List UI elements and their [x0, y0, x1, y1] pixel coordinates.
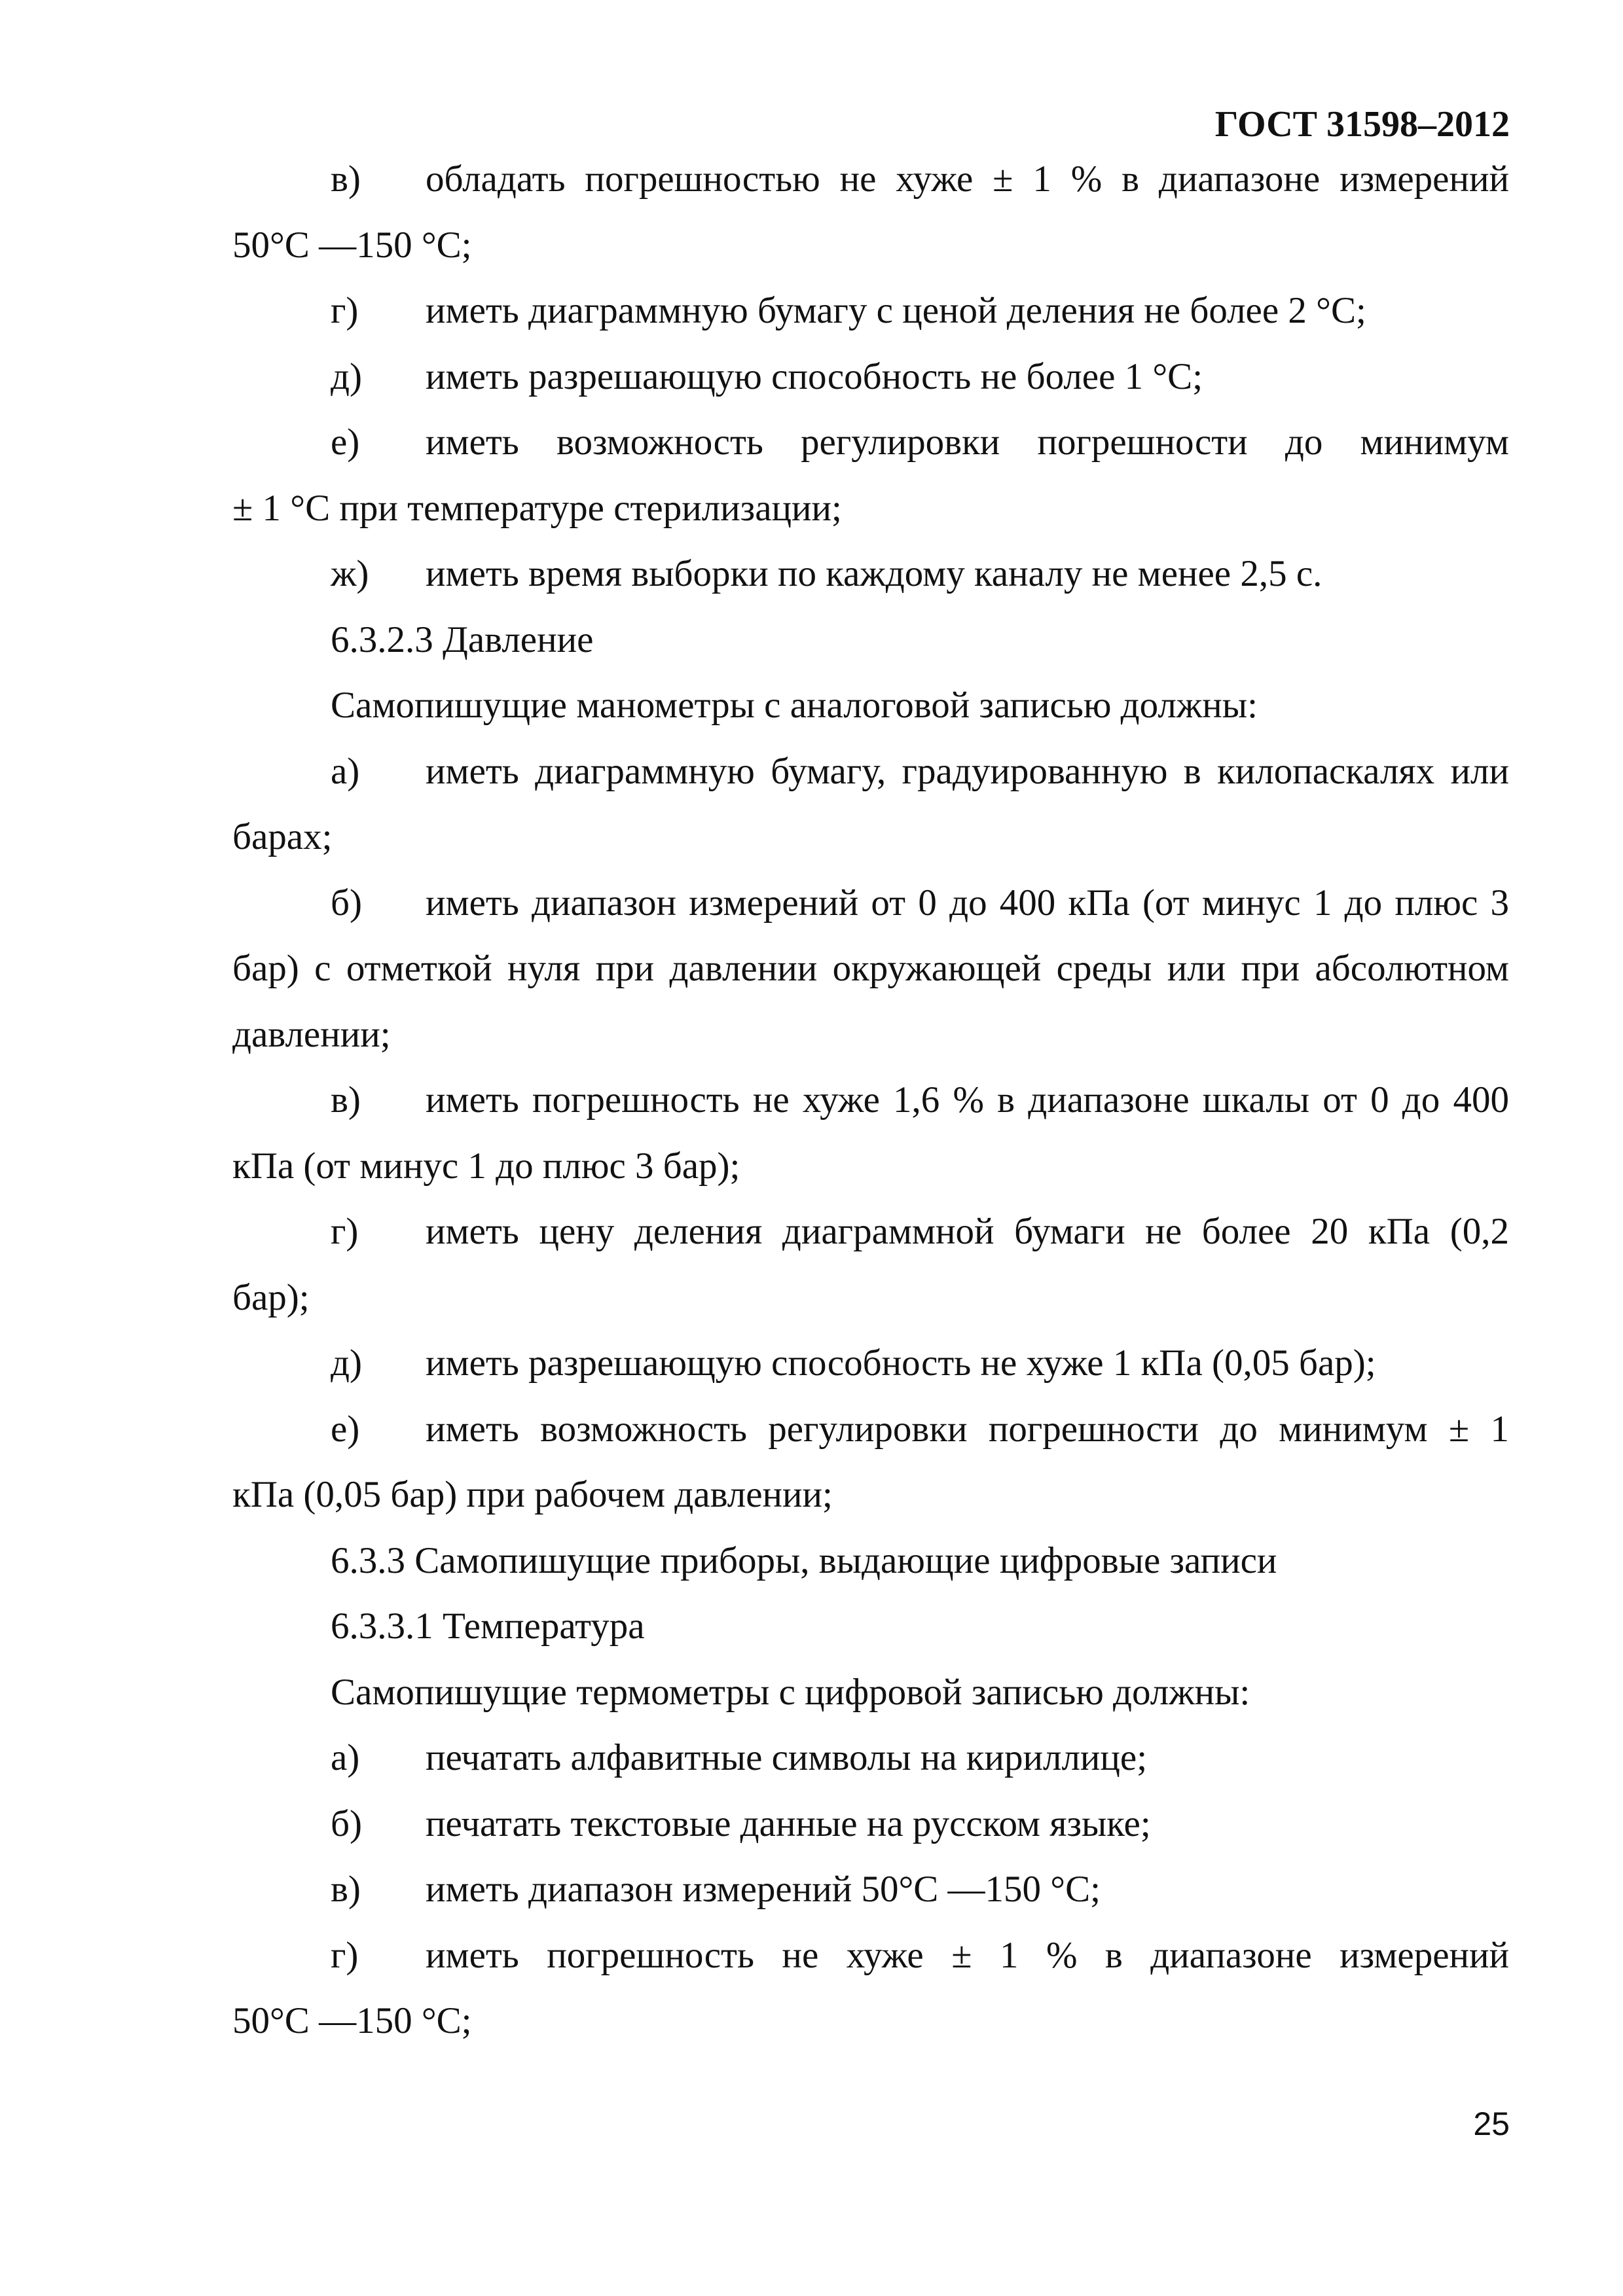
list-item-marker: г): [331, 1211, 359, 1252]
line-text: 6.3.3 Самопишущие приборы, выдающие цифровые записи: [331, 1539, 1277, 1581]
list-item-marker: е): [331, 422, 360, 463]
line-text: иметь время выборки по каждому каналу не менее 2,5 с.: [426, 553, 1322, 594]
list-item-line: [232, 410, 1509, 476]
text-line: [232, 1462, 1509, 1528]
line-text: иметь диаграммную бумагу, градуированную в килопаскалях или: [426, 750, 1509, 792]
list-item-marker: а): [331, 1737, 360, 1778]
text-line: [232, 1265, 1509, 1331]
line-text: бар);: [232, 1276, 310, 1318]
list-item-line: [232, 1067, 1509, 1134]
list-item-marker: г): [331, 1934, 359, 1976]
page-number: 25: [1473, 2106, 1510, 2142]
document-body: [232, 147, 1509, 2054]
text-line: [232, 607, 1509, 673]
list-item-marker: в): [331, 1079, 361, 1121]
list-item-line: [232, 739, 1509, 805]
line-text: иметь диапазон измерений 50°C —150 °С;: [426, 1869, 1101, 1910]
list-item-marker: ж): [331, 553, 369, 594]
line-text: иметь возможность регулировки погрешности до минимум ± 1: [426, 1408, 1509, 1450]
line-text: бар) с отметкой нуля при давлении окружающей среды или при абсолютном: [232, 948, 1509, 989]
line-text: иметь разрешающую способность не хуже 1 кПа (0,05 бар);: [426, 1342, 1376, 1384]
text-line: [232, 1660, 1509, 1726]
list-item-marker: а): [331, 750, 360, 792]
text-line: [232, 476, 1509, 542]
line-text: иметь возможность регулировки погрешности до минимум: [426, 422, 1509, 463]
line-text: Самопишущие манометры с аналоговой записью должны:: [331, 685, 1258, 726]
line-text: давлении;: [232, 1013, 391, 1055]
list-item-line: [232, 147, 1509, 213]
text-line: [232, 1988, 1509, 2054]
line-text: Самопишущие термометры с цифровой записью должны:: [331, 1671, 1250, 1713]
list-item-line: [232, 1331, 1509, 1397]
line-text: 50°C —150 °С;: [232, 224, 472, 266]
list-item-marker: д): [331, 1342, 362, 1384]
line-text: кПа (0,05 бар) при рабочем давлении;: [232, 1474, 833, 1515]
text-line: [232, 673, 1509, 739]
list-item-marker: д): [331, 355, 362, 397]
list-item-line: [232, 1857, 1509, 1923]
list-item-marker: б): [331, 1803, 362, 1844]
list-item-marker: в): [331, 1869, 361, 1910]
line-text: печатать текстовые данные на русском языке;: [426, 1803, 1151, 1844]
list-item-line: [232, 870, 1509, 937]
text-line: [232, 1134, 1509, 1200]
text-line: [232, 804, 1509, 870]
list-item-marker: е): [331, 1408, 360, 1450]
line-text: кПа (от минус 1 до плюс 3 бар);: [232, 1145, 740, 1187]
list-item-line: [232, 278, 1509, 344]
line-text: 6.3.2.3 Давление: [331, 619, 594, 660]
text-line: [232, 936, 1509, 1002]
line-text: обладать погрешностью не хуже ± 1 % в диапазоне измерений: [426, 158, 1509, 200]
line-text: иметь погрешность не хуже 1,6 % в диапазоне шкалы от 0 до 400: [426, 1079, 1509, 1121]
line-text: иметь диапазон измерений от 0 до 400 кПа (от минус 1 до плюс 3: [426, 882, 1509, 924]
line-text: 50°C —150 °С;: [232, 2000, 472, 2041]
line-text: 6.3.3.1 Температура: [331, 1605, 645, 1647]
line-text: иметь цену деления диаграммной бумаги не более 20 кПа (0,2: [426, 1211, 1509, 1252]
line-text: иметь разрешающую способность не более 1 °С;: [426, 355, 1203, 397]
line-text: барах;: [232, 816, 333, 857]
line-text: ± 1 °С при температуре стерилизации;: [232, 487, 842, 529]
text-line: [232, 1594, 1509, 1660]
list-item-line: [232, 1923, 1509, 1989]
line-text: иметь диаграммную бумагу с ценой деления не более 2 °С;: [426, 290, 1366, 331]
list-item-line: [232, 1725, 1509, 1791]
list-item-marker: б): [331, 882, 362, 924]
text-line: [232, 1002, 1509, 1068]
document-header: ГОСТ 31598–2012: [1214, 104, 1510, 145]
list-item-line: [232, 1791, 1509, 1857]
line-text: печатать алфавитные символы на кириллице;: [426, 1737, 1148, 1778]
list-item-line: [232, 344, 1509, 410]
list-item-line: [232, 1199, 1509, 1265]
list-item-line: [232, 541, 1509, 607]
text-line: [232, 213, 1509, 279]
list-item-marker: г): [331, 290, 359, 331]
text-line: [232, 1528, 1509, 1594]
list-item-line: [232, 1397, 1509, 1463]
list-item-marker: в): [331, 158, 361, 200]
line-text: иметь погрешность не хуже ± 1 % в диапазоне измерений: [426, 1934, 1509, 1976]
